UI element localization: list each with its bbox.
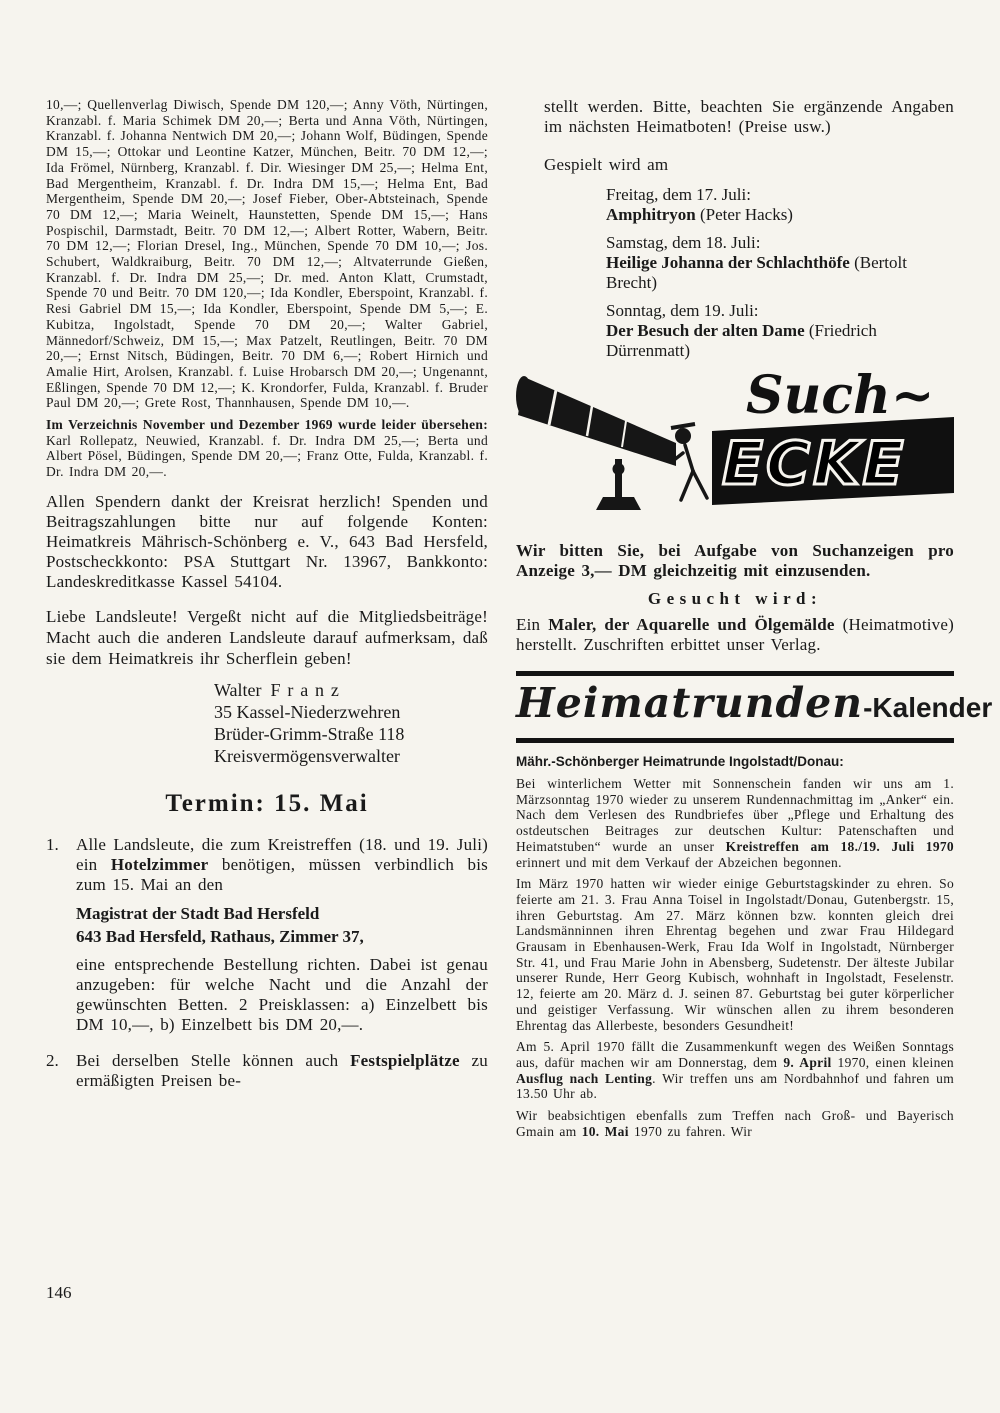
signature-name (214, 679, 488, 701)
gespielt-line: Gespielt wird am (544, 155, 669, 174)
heimatrunden-kalender-header (516, 671, 993, 743)
play-title: Amphitryon (606, 205, 696, 224)
such-script-text: Such~ (746, 373, 935, 426)
play-day: Sonntag, dem 19. Juli: (606, 301, 759, 320)
thanks-paragraph: Allen Spendern dankt der Kreisrat herzlich! Spenden und Beitragszahlungen bitte nur auf folgende Konten: Heimatkreis Mährisch-Schönberg e. V., 643 Bad Hersfeld, Postscheckkonto: PSA Stuttgart Nr. 13967, Bankkonto: Landeskreditkasse Kassel 54104. (46, 491, 488, 591)
play-entry (606, 301, 954, 361)
gesucht-text: Ein Maler, der Aquarelle und Ölgemälde (Heimatmotive) herstellt. Zuschriften erbittet unser Verlag. (516, 615, 954, 654)
play-day: Freitag, dem 17. Juli: (606, 185, 751, 204)
signature-address-line-1: 35 Kassel-Niederzwehren (214, 701, 401, 722)
gesucht-wird-heading: Gesucht wird: (647, 589, 823, 608)
telescope-icon (516, 376, 676, 510)
donations-paragraph: 10,—; Quellenverlag Diwisch, Spende DM 120,—; Anny Vöth, Nürtingen, Kranzabl. f. Maria Schimek DM 20,—; Berta und Anna Vöth, Nürtingen, Kranzabl. f. Johanna Nentwich DM 20,—; Johann Wolf, Büdingen, Spende DM 15,—; Ottokar und Leontine Katzer, München, Beitr. 70 DM 12,—; Ida Frömel, Nürnberg, Kranzabl. f. Dir. Wiesinger DM 25,—; Helma Ent, Bad Mergentheim, Kranzabl. f. Dr. Indra DM 15,—; Helma Ent, Bad Mergentheim, Spende DM 20,—; Josef Fieber, Ober-Abtsteinach, Spende 70 DM 12,—; Maria Weinelt, Haunstetten, Spende DM 15,—; Hans Pospischil, Darmstadt, Beitr. 70 DM 12,—; Albert Rotter, Wabern, Beitr. 70 DM 12,—; Florian Dresel, Ing., München, Spende 70 DM 10,—; Jos. Schubert, Waldkraiburg, Beitr. 70 DM 12,—; Altvaterrunde Gießen, Kranzabl. f. Dr. Indra DM 25,—; Dr. med. Anton Klatt, Crumstadt, Spende 70 und Beitr. 70 DM 120,—; Ida Kondler, Eberspoint, Kranzabl. f. Resi Gabriel DM 15,—; Ida Kondler, Eberspoint, Spende DM 5,—; E. Kubitza, Ingolstadt, Spende 70 DM 20,—; Walter Gabriel, Männedorf/Schweiz, DM 15,—; Max Patzelt, Reutlingen, Beitr. 70 DM 20,—; Ernst Nitsch, Büdingen, Beitr. 70 DM 6,—; Robert Hirnich und Amalie Hirt, Arolsen, Kranzabl. f. Luise Hrobarsch DM 20,—; Ungenannt, Eßlingen, Spende 70 DM 12,—; K. Krondorfer, Fulda, Kranzabl. f. Bruder Paul DM 20,—; Grete Rost, Thannhausen, Spende DM 10,—. (46, 97, 488, 411)
observer-figure-icon (674, 445, 707, 500)
play-title: Der Besuch der alten Dame (606, 321, 805, 340)
signature-address-line-2: Brüder-Grimm-Straße 118 (214, 723, 405, 744)
magistrat-address-line-2: 643 Bad Hersfeld, Rathaus, Zimmer 37, (76, 926, 364, 946)
left-column (46, 97, 488, 1091)
observer-hat (671, 424, 695, 428)
such-ecke-graphic (516, 373, 954, 531)
play-entry (606, 233, 954, 293)
play-title: Heilige Johanna der Schlachthöfe (606, 253, 850, 272)
kalender-suffix-word: -Kalender (863, 692, 993, 723)
reminder-paragraph: Liebe Landsleute! Vergeßt nicht auf die Mitgliedsbeiträge! Macht auch die anderen Landsleute darauf aufmerksam, daß sie dem Heimatkreis ihr Scherflein geben! (46, 606, 488, 668)
play-entry (606, 185, 954, 225)
signature-last-name: Franz (270, 679, 346, 700)
list-item-2-number: 2. (46, 1050, 59, 1070)
page-number: 146 (46, 1283, 72, 1302)
rule-bottom (516, 738, 954, 743)
right-column (516, 97, 993, 1139)
signature-first-name: Walter (214, 679, 262, 700)
play-title-line (606, 205, 954, 225)
festspielplaetze-text: Bei derselben Stelle können auch Festspielplätze zu ermäßigten Preisen be- (76, 1050, 488, 1090)
continuation-paragraph: stellt werden. Bitte, beachten Sie ergänzende Angaben im nächsten Heimatboten! (Preise usw.) (544, 97, 954, 136)
list-item-1 (46, 835, 488, 1035)
magistrat-address-line-1: Magistrat der Stadt Bad Hersfeld (76, 903, 320, 923)
play-title-line (606, 253, 954, 293)
termin-heading: Termin: 15. Mai (165, 789, 369, 817)
signature-block (214, 679, 488, 767)
heimatrunde-paragraph-4: Wir beabsichtigen ebenfalls zum Treffen nach Groß- und Bayerisch Gmain am 10. Mai 1970 zu fahren. Wir (516, 1108, 954, 1139)
list-item-2 (46, 1051, 488, 1091)
heimatrunde-paragraph-2: Im März 1970 hatten wir wieder einige Geburtstagskinder zu ehren. So feierte am 21. 3. Frau Anna Toisel in Ingolstadt/Donau, Gutenbergstr. 15, ihren Geburtstag. Am 27. März können bzw. konnten gleich drei Landsmänninnen ihren Ehrentag begehen und zwar Frau Hildegard Grausam in Ebenhausen-Werk, Frau Ida Wolf in Ingolstadt, Nürnberger Str. 41, und Frau Marie John in Abensberg, Sudetenstr. Der älteste Jubilar unserer Runde, Herr Georg Kubisch, wohnhaft in Ingolstadt, Feselenstr. 12, feierte am 20. März d. J. seinen 87. Geburtstag bei guter körperlicher und geistiger Verfassung. Wir wünschen allen zu ihrem besonderen Ehrentag das Allerbeste, besonders Gesundheit! (516, 876, 954, 1033)
kalender-title (516, 676, 993, 738)
play-author: (Bertolt Brecht) (606, 253, 907, 292)
ecke-block-text: ECKE (722, 429, 907, 499)
play-author: (Friedrich Dürrenmatt) (606, 321, 877, 360)
hotel-instruction-text: Alle Landsleute, die zum Kreistreffen (18. und 19. Juli) ein Hotelzimmer benötigen, müssen verbindlich bis zum 15. Mai an den (76, 834, 488, 894)
booking-details-text: eine entsprechende Bestellung richten. Dabei ist genau anzugeben: für welche Nacht und die Anzahl der gewünschten Betten. 2 Preisklassen: a) Einzelbett bis DM 10,—, b) Einzelbett bis DM 20,—. (76, 954, 488, 1034)
heimatrunde-paragraph-1: Bei winterlichem Wetter mit Sonnenschein fanden wir uns am 1. Märzsonntag 1970 wieder zu unserem Rundennachmittag im „Anker“ ein. Nach dem Verlesen des Rundbriefes über „Pflege und Erhaltung des ostdeutschen Beitrages zur deutschen Kultur: Patenschaften und Heimatstuben“ wurde an unser Kreistreffen am 18./19. Juli 1970 erinnert und mit dem Verkauf der Abzeichen begonnen. (516, 776, 954, 870)
heimatrunde-subheading: Mähr.-Schönberger Heimatrunde Ingolstadt/Donau: (516, 754, 844, 769)
heimatrunde-paragraph-3: Am 5. April 1970 fällt die Zusammenkunft wegen des Weißen Sonntags aus, dafür machen wir am Donnerstag, dem 9. April 1970, einen kleinen Ausflug nach Lenting. Wir treffen uns am Nordbahnhof und fahren um 13.50 Uhr ab. (516, 1039, 954, 1102)
list-item-1-number: 1. (46, 834, 59, 854)
play-schedule (516, 185, 954, 361)
observer-head (675, 428, 691, 444)
overlooked-paragraph: Im Verzeichnis November und Dezember 1969 wurde leider übersehen: Karl Rollepatz, Neuwied, Kranzabl. f. Dr. Indra DM 25,—; Berta und Albert Pösel, Büdingen, Spende DM 20,—; Franz Otte, Fulda, Kranzabl. f. Dr. Indra DM 20,—. (46, 417, 488, 480)
signature-role: Kreisvermögensverwalter (214, 745, 400, 766)
play-day: Samstag, dem 18. Juli: (606, 233, 761, 252)
kalender-script-word: Heimatrunden (516, 679, 864, 727)
list-item-2-body (76, 1051, 488, 1091)
play-author: (Peter Hacks) (699, 205, 793, 224)
play-title-line (606, 321, 954, 361)
such-anzeigen-notice: Wir bitten Sie, bei Aufgabe von Suchanzeigen pro Anzeige 3,— DM gleichzeitig mit einzusenden. (516, 541, 954, 580)
list-item-1-body (76, 835, 488, 1035)
